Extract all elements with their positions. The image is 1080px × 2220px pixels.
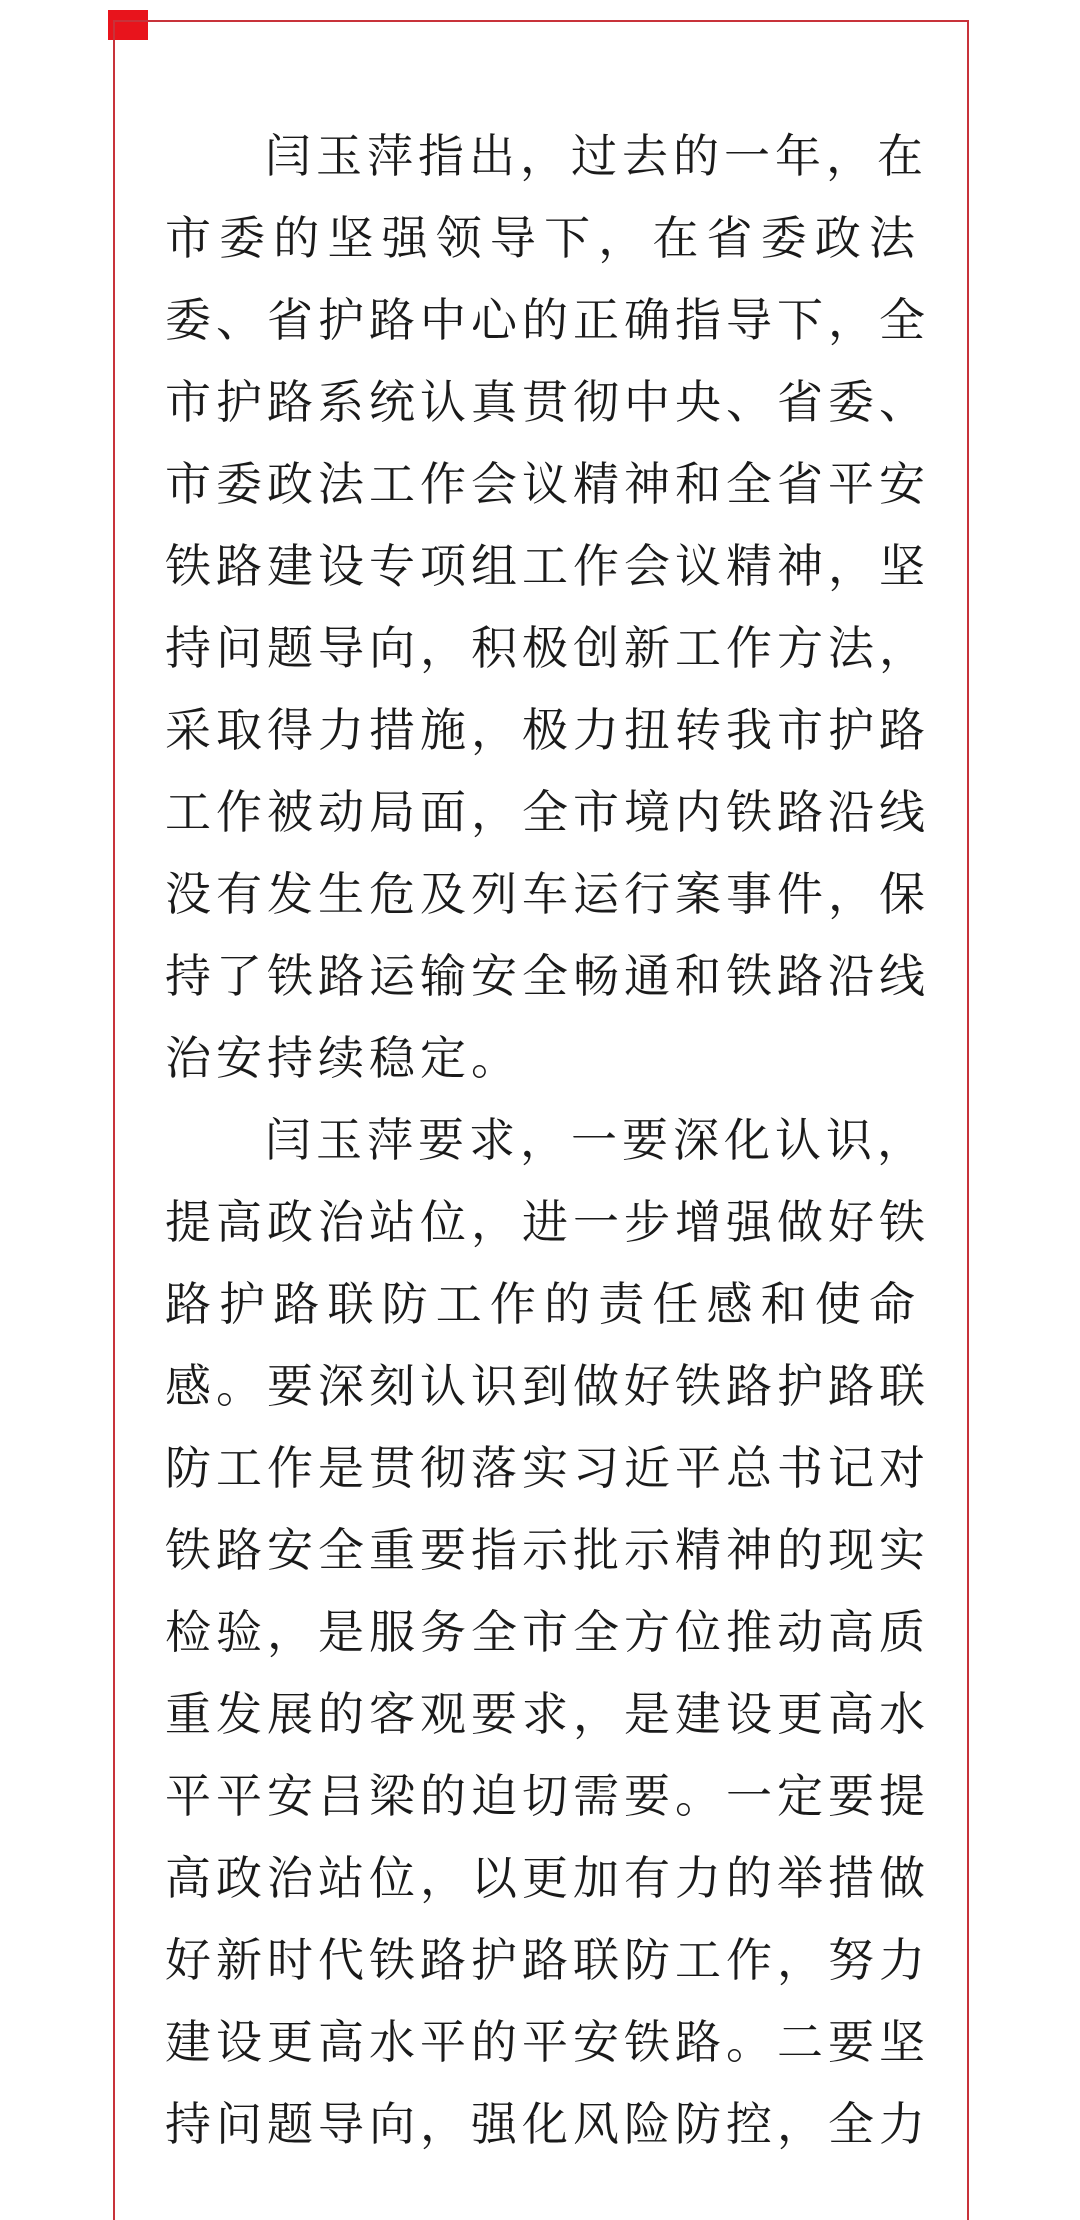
text-line: 闫玉萍要求，一要深化认识， bbox=[265, 1113, 928, 1167]
text-line: 建设更高水平的平安铁路。二要坚 bbox=[165, 2015, 930, 2069]
text-line: 提高政治站位，进一步增强做好铁 bbox=[165, 1195, 930, 1249]
text-line: 铁路安全重要指示批示精神的现实 bbox=[165, 1523, 930, 1577]
text-line: 好新时代铁路护路联防工作，努力 bbox=[165, 1933, 930, 1987]
paragraph-2 bbox=[165, 1099, 930, 2165]
text-line: 委、省护路中心的正确指导下，全 bbox=[165, 293, 930, 347]
text-line: 持了铁路运输安全畅通和铁路沿线 bbox=[165, 949, 930, 1003]
text-line: 市委的坚强领导下，在省委政法 bbox=[165, 211, 920, 265]
text-line: 防工作是贯彻落实习近平总书记对 bbox=[165, 1441, 930, 1495]
text-line: 重发展的客观要求，是建设更高水 bbox=[165, 1687, 930, 1741]
text-line: 市护路系统认真贯彻中央、省委、 bbox=[165, 375, 930, 429]
text-line: 持问题导向，积极创新工作方法， bbox=[165, 621, 930, 675]
text-line: 市委政法工作会议精神和全省平安 bbox=[165, 457, 930, 511]
text-line: 高政治站位，以更加有力的举措做 bbox=[165, 1851, 930, 1905]
text-line: 闫玉萍指出，过去的一年，在 bbox=[265, 129, 928, 183]
text-line: 治安持续稳定。 bbox=[165, 1031, 522, 1085]
text-line: 采取得力措施，极力扭转我市护路 bbox=[165, 703, 930, 757]
text-line: 工作被动局面，全市境内铁路沿线 bbox=[165, 785, 930, 839]
text-line: 没有发生危及列车运行案事件，保 bbox=[165, 867, 930, 921]
article-body bbox=[165, 115, 930, 2165]
text-line: 路护路联防工作的责任感和使命 bbox=[165, 1277, 920, 1331]
text-line: 感。要深刻认识到做好铁路护路联 bbox=[165, 1359, 930, 1413]
text-line: 检验，是服务全市全方位推动高质 bbox=[165, 1605, 930, 1659]
paragraph-1 bbox=[165, 115, 930, 1099]
text-line: 平平安吕梁的迫切需要。一定要提 bbox=[165, 1769, 930, 1823]
text-line: 持问题导向，强化风险防控，全力 bbox=[165, 2097, 930, 2151]
text-line: 铁路建设专项组工作会议精神，坚 bbox=[165, 539, 930, 593]
